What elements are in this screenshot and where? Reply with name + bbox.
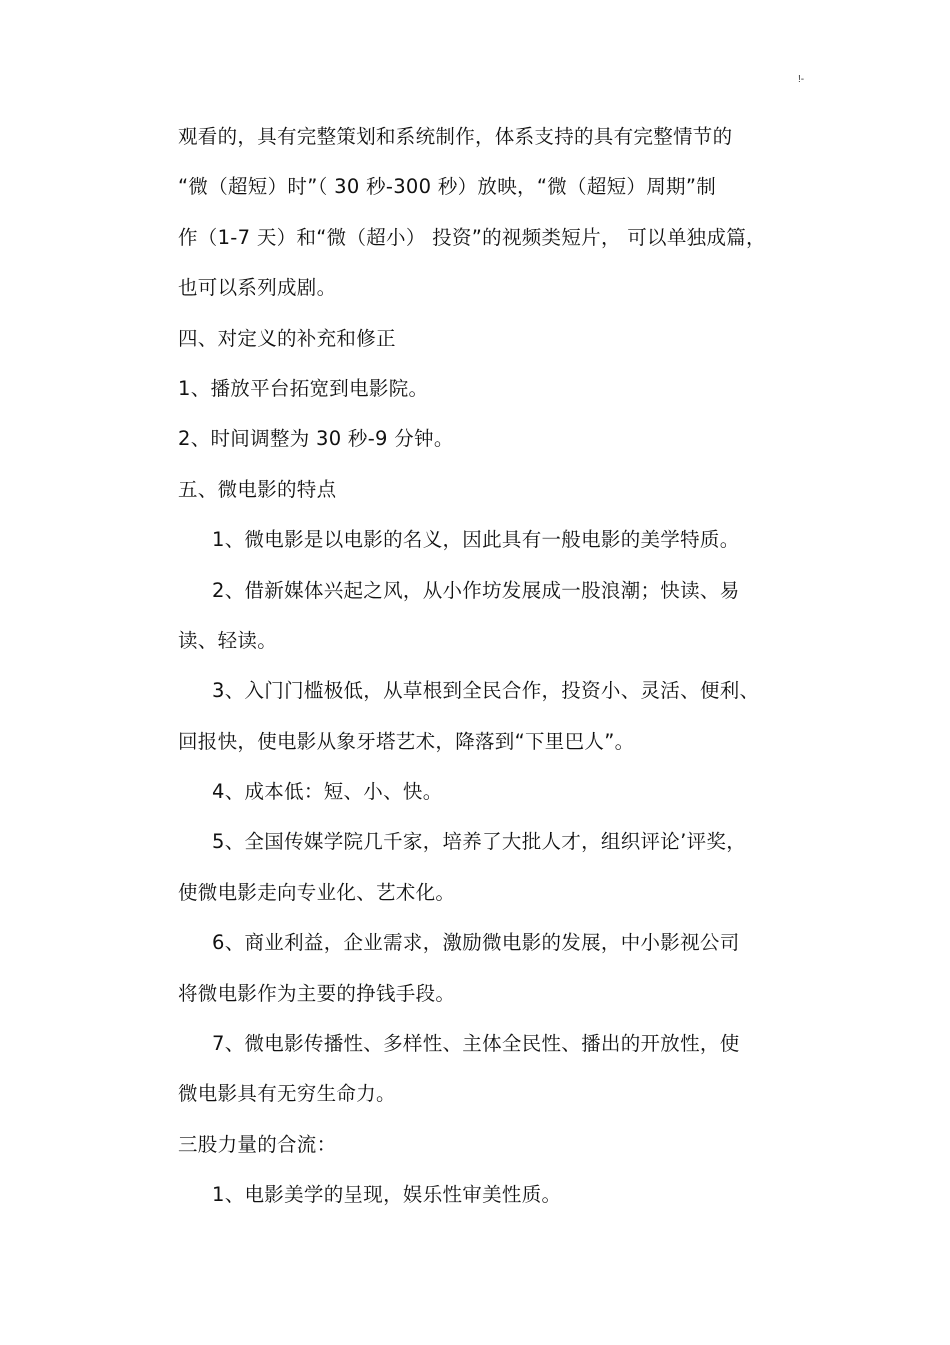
section-heading: 四、对定义的补充和修正	[178, 326, 396, 350]
list-item: 1、电影美学的呈现，娱乐性审美性质。	[212, 1183, 562, 1207]
list-item: 2、借新媒体兴起之风，从小作坊发展成一股浪潮；快读、易	[212, 578, 740, 602]
list-item: 7、微电影传播性、多样性、主体全民性、播出的开放性，使	[212, 1032, 740, 1056]
list-item: 3、入门门槛极低，从草根到全民合作，投资小、灵活、便利、	[212, 679, 760, 703]
text-line: 微电影具有无穷生命力。	[178, 1082, 396, 1106]
text-line: 也可以系列成剧。	[178, 276, 337, 300]
page-mark: !-	[798, 74, 805, 85]
text-line: 将微电影作为主要的挣钱手段。	[178, 981, 456, 1005]
list-item: 1、播放平台拓宽到电影院。	[178, 376, 429, 400]
list-item: 4、成本低：短、小、快。	[212, 780, 443, 804]
text-line: 回报快，使电影从象牙塔艺术，降落到“下里巴人”。	[178, 729, 635, 753]
list-item: 5、全国传媒学院几千家，培养了大批人才，组织评论’评奖，	[212, 830, 747, 854]
text-line: “微（超短）时”（ 30 秒-300 秒）放映，“微（超短）周期”制	[178, 175, 717, 199]
list-item: 1、微电影是以电影的名义，因此具有一般电影的美学特质。	[212, 528, 740, 552]
section-heading: 五、微电影的特点	[178, 477, 337, 501]
list-item: 6、商业利益，企业需求，激励微电影的发展，中小影视公司	[212, 931, 740, 955]
text-line: 观看的，具有完整策划和系统制作，体系支持的具有完整情节的	[178, 125, 733, 148]
list-item: 2、时间调整为 30 秒-9 分钟。	[178, 427, 454, 451]
text-line: 使微电影走向专业化、艺术化。	[178, 880, 456, 904]
document-body	[178, 124, 818, 1233]
text-line: 作（1-7 天）和“微（超小） 投资”的视频类短片， 可以单独成篇，	[178, 225, 766, 249]
text-line: 读、轻读。	[178, 628, 278, 652]
section-heading: 三股力量的合流：	[178, 1132, 337, 1156]
